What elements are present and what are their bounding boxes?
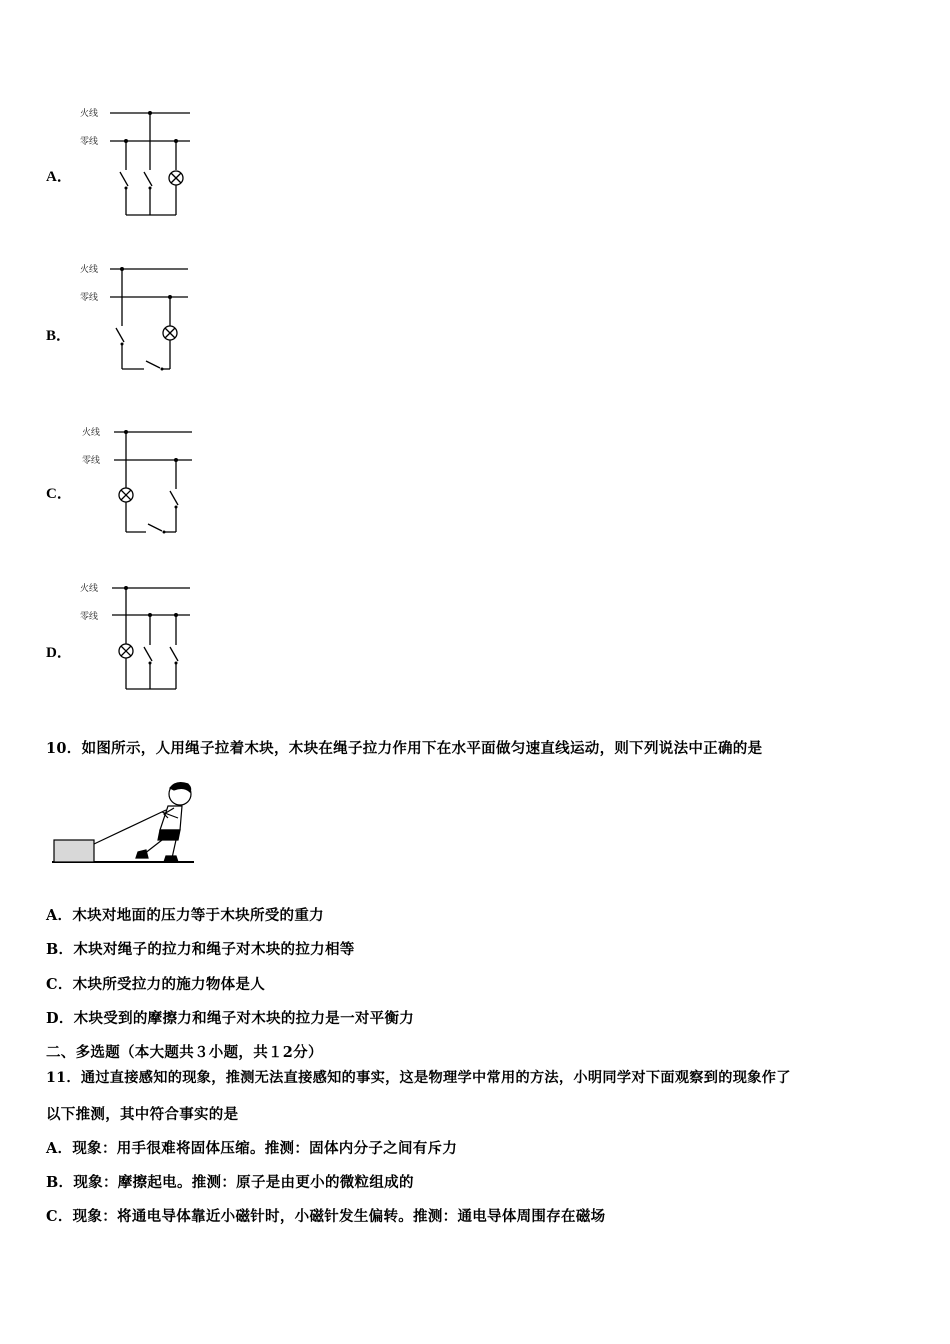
neutral-wire-label: 零线 <box>82 456 101 466</box>
circuit-diagram-d <box>74 577 204 697</box>
circuit-diagram-c <box>74 421 204 541</box>
live-wire-label: 火线 <box>82 428 101 438</box>
q10-option-d: D．木块受到的摩擦力和绳子对木块的拉力是一对平衡力 <box>46 1010 415 1027</box>
neutral-wire-label: 零线 <box>80 612 99 622</box>
section-2-heading: 二、多选题（本大题共３小题，共１2分） <box>46 1044 323 1061</box>
option-a-label: A． <box>46 169 72 185</box>
option-d-label: D． <box>46 645 72 661</box>
q10-option-c: C．木块所受拉力的施力物体是人 <box>46 976 266 993</box>
q11-option-b: B．现象：摩擦起电。推测：原子是由更小的微粒组成的 <box>46 1174 414 1191</box>
option-c-label: C． <box>46 486 72 502</box>
q10-option-a: A．木块对地面的压力等于木块所受的重力 <box>46 907 324 924</box>
boy-pulling-block-figure <box>50 778 200 868</box>
q11-stem-line-1: 11．通过直接感知的现象，推测无法直接感知的事实，这是物理学中常用的方法，小明同学对下面观察到的现象作了 <box>46 1070 791 1086</box>
q10-stem: 10．如图所示，人用绳子拉着木块，木块在绳子拉力作用下在水平面做匀速直线运动，则下列说法中正确的是 <box>46 740 763 757</box>
live-wire-label: 火线 <box>80 109 99 119</box>
neutral-wire-label: 零线 <box>80 293 99 303</box>
option-b-label: B． <box>46 328 72 344</box>
circuit-diagram-b <box>74 258 204 378</box>
q10-option-b: B．木块对绳子的拉力和绳子对木块的拉力相等 <box>46 941 355 958</box>
live-wire-label: 火线 <box>80 584 99 594</box>
q11-option-a: A．现象：用手很难将固体压缩。推测：固体内分子之间有斥力 <box>46 1140 458 1157</box>
neutral-wire-label: 零线 <box>80 137 99 147</box>
circuit-diagram-a <box>74 102 204 222</box>
q11-stem-line-2: 以下推测，其中符合事实的是 <box>46 1106 239 1123</box>
live-wire-label: 火线 <box>80 265 99 275</box>
q11-option-c: C．现象：将通电导体靠近小磁针时，小磁针发生偏转。推测：通电导体周围存在磁场 <box>46 1208 606 1225</box>
